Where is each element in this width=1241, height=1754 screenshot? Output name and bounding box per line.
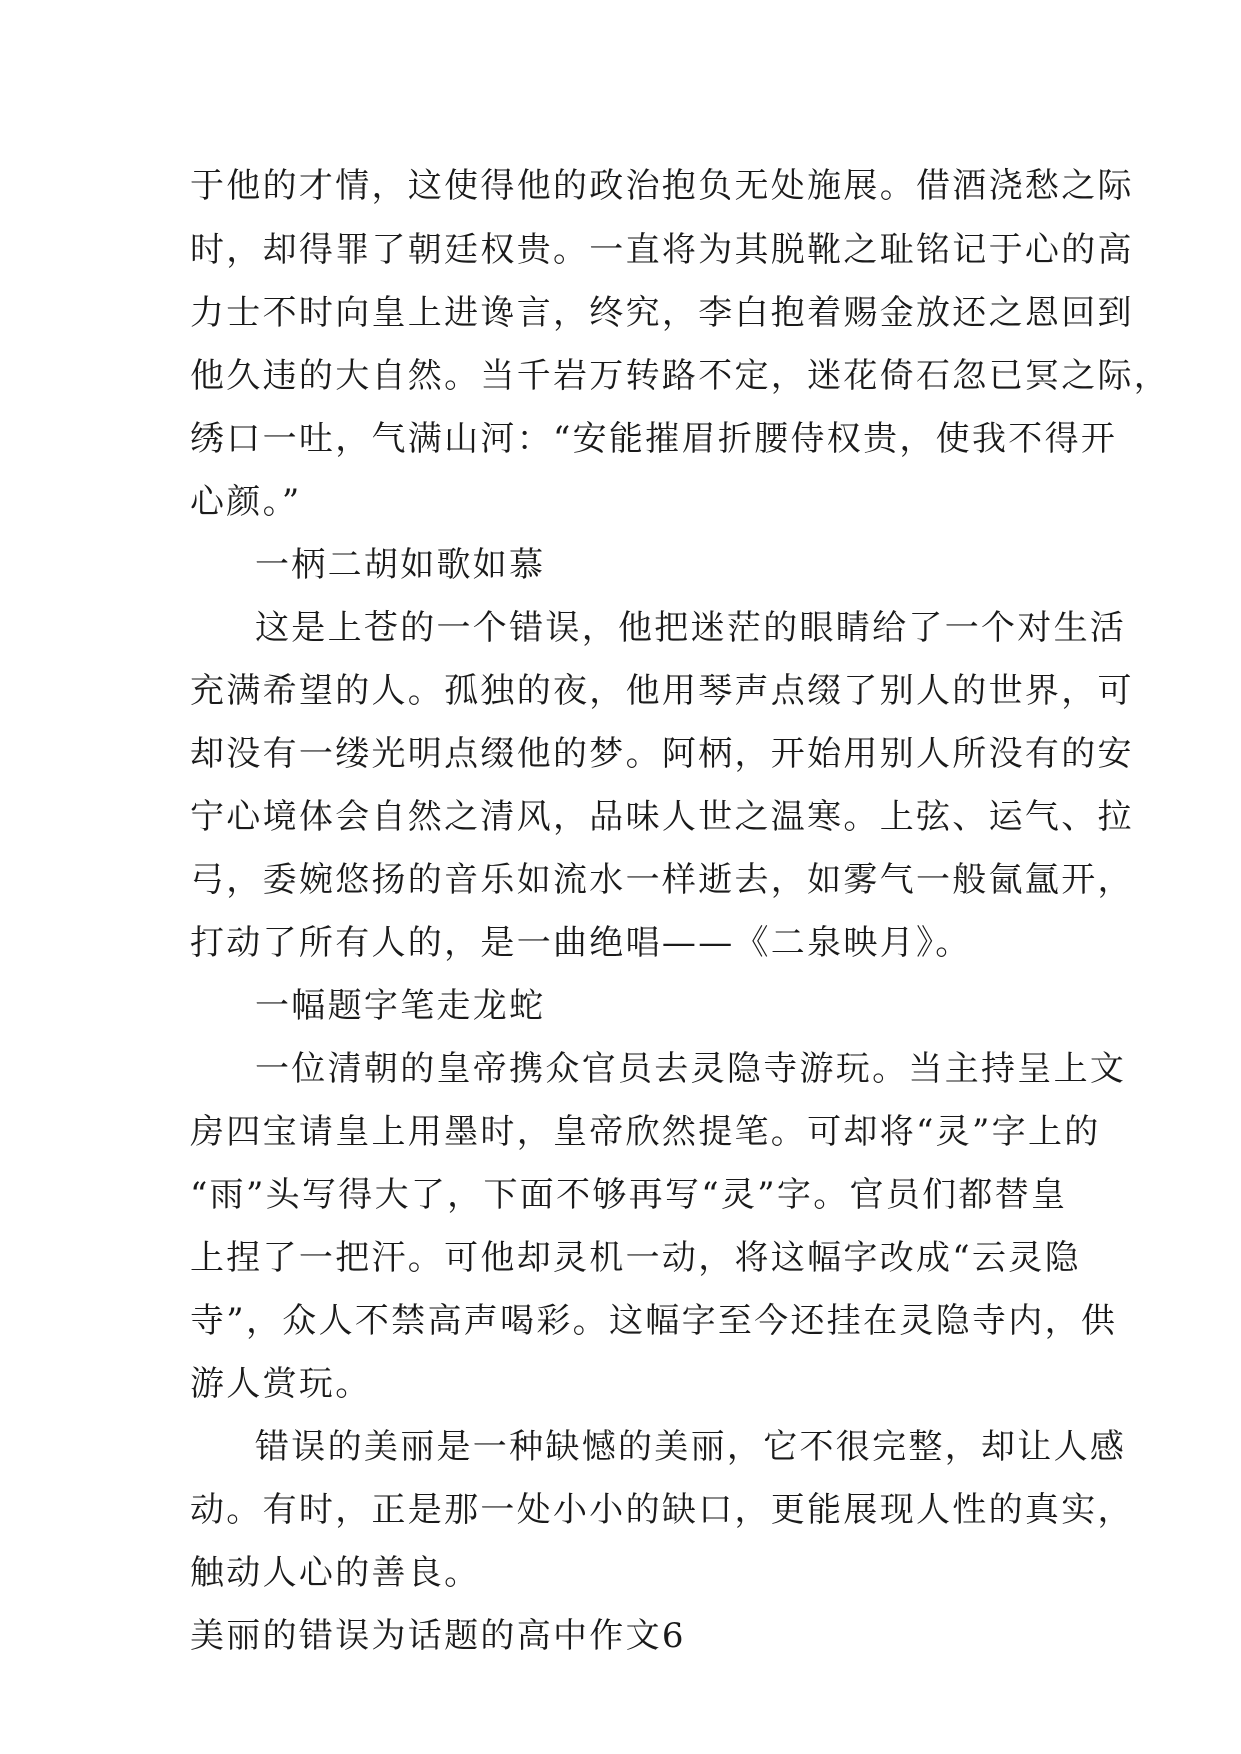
text-line: “雨”头写得大了，下面不够再写“灵”字。官员们都替皇 bbox=[190, 1175, 1068, 1215]
text-line: 游人赏玩。 bbox=[190, 1364, 372, 1404]
text-line: 心颜。” bbox=[190, 482, 302, 522]
text-line: 充满希望的人。孤独的夜，他用琴声点缀了别人的世界，可 bbox=[190, 671, 1134, 711]
section-heading: 一幅题字笔走龙蛇 bbox=[255, 986, 546, 1026]
essay-title: 美丽的错误为话题的高中作文6 bbox=[190, 1616, 686, 1656]
text-line: 宁心境体会自然之清风，品味人世之温寒。上弦、运气、拉 bbox=[190, 797, 1134, 837]
text-line: 上捏了一把汗。可他却灵机一动，将这幅字改成“云灵隐 bbox=[190, 1238, 1081, 1278]
text-line: 力士不时向皇上进谗言，终究，李白抱着赐金放还之恩回到 bbox=[190, 293, 1134, 333]
text-line: 一位清朝的皇帝携众官员去灵隐寺游玩。当主持呈上文 bbox=[255, 1049, 1127, 1089]
text-line: 动。有时，正是那一处小小的缺口，更能展现人性的真实， bbox=[190, 1490, 1134, 1530]
text-line: 于他的才情，这使得他的政治抱负无处施展。借酒浇愁之际 bbox=[190, 166, 1134, 206]
text-line: 房四宝请皇上用墨时，皇帝欣然提笔。可却将“灵”字上的 bbox=[190, 1112, 1101, 1152]
text-line: 时，却得罪了朝廷权贵。一直将为其脱靴之耻铭记于心的高 bbox=[190, 230, 1134, 270]
text-line: 却没有一缕光明点缀他的梦。阿柄，开始用别人所没有的安 bbox=[190, 734, 1134, 774]
text-line: 错误的美丽是一种缺憾的美丽，它不很完整，却让人感 bbox=[255, 1427, 1127, 1467]
text-line: 他久违的大自然。当千岩万转路不定，迷花倚石忽已冥之际， bbox=[190, 356, 1171, 396]
section-heading: 一柄二胡如歌如慕 bbox=[255, 545, 546, 585]
text-line: 绣口一吐，气满山河：“安能摧眉折腰侍权贵，使我不得开 bbox=[190, 419, 1118, 459]
text-line: 打动了所有人的，是一曲绝唱——《二泉映月》。 bbox=[190, 923, 972, 963]
text-line: 寺”，众人不禁高声喝彩。这幅字至今还挂在灵隐寺内，供 bbox=[190, 1301, 1118, 1341]
text-line: 触动人心的善良。 bbox=[190, 1553, 481, 1593]
text-line: 弓，委婉悠扬的音乐如流水一样逝去，如雾气一般氤氲开， bbox=[190, 860, 1134, 900]
text-line: 这是上苍的一个错误，他把迷茫的眼睛给了一个对生活 bbox=[255, 608, 1127, 648]
